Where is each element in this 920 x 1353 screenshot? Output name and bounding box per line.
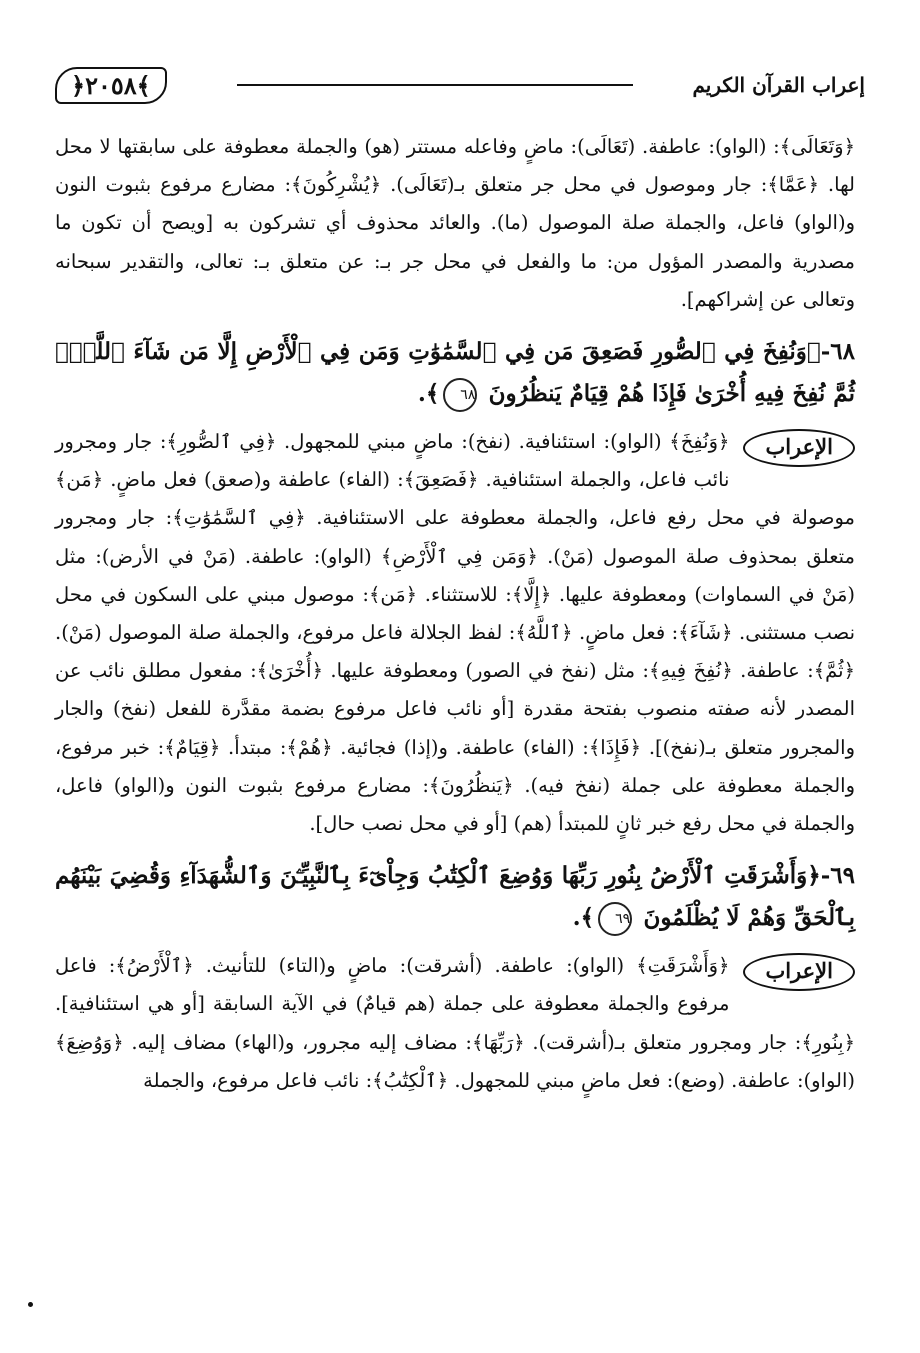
- book-title: إعراب القرآن الكريم: [692, 73, 865, 97]
- ayah-end-marker: ٦٨: [443, 378, 477, 412]
- verse-number: ٦٩-: [820, 862, 855, 890]
- irab-label: الإعراب: [743, 953, 855, 991]
- irab-paragraph: ﴿وَأَشْرَقَتِ﴾ (الواو): عاطفة. (أشرقت): ماضٍ و(التاء) للتأنيث. ﴿ٱلْأَرْضُ﴾: فاعل مرفوع والجملة معطوفة على جملة (هم قيامٌ) في الآية السابقة [أو هي استئنافية]. ﴿بِنُورِ﴾: جار ومجرور متعلق بـ(أشرقت). ﴿رَبِّهَا﴾: مضاف إليه مجرور، و(الهاء) مضاف إليه. ﴿وَوُضِعَ﴾ (الواو): عاطفة. (وضع): فعل ماضٍ مبني للمجهول. ﴿ٱلْكِتَٰبُ﴾: نائب فاعل مرفوع، والجملة: [55, 954, 855, 1092]
- header-rule: [237, 84, 633, 86]
- verse-number: ٦٨-: [820, 338, 855, 366]
- irab-label: الإعراب: [743, 429, 855, 467]
- verse-text: ﴿وَأَشْرَقَتِ ٱلْأَرْضُ بِنُورِ رَبِّهَا وَوُضِعَ ٱلْكِتَٰبُ وَجِاْىٓءَ بِٱلنَّبِيِّـۧنَ وَٱلشُّهَدَآءِ وَقُضِيَ بَيْنَهُم بِٱلْحَقِّ وَهُمْ لَا يُظْلَمُونَ: [55, 862, 855, 932]
- irab-section-69: [55, 947, 855, 1100]
- irab-paragraph: ﴿وَنُفِخَ﴾ (الواو): استئنافية. (نفخ): ماضٍ مبني للمجهول. ﴿فِي ٱلصُّورِ﴾: جار ومجرور نائب فاعل، والجملة استئنافية. ﴿فَصَعِقَ﴾: (الفاء) عاطفة و(صعق) فعل ماضٍ. ﴿مَن﴾ موصولة في محل رفع فاعل، والجملة معطوفة على الاستئنافية. ﴿فِي ٱلسَّمَٰوَٰتِ﴾: جار ومجرور متعلق بمحذوف صلة الموصول (مَنْ). ﴿وَمَن فِي ٱلْأَرْضِ﴾ (الواو): عاطفة. (مَنْ في الأرض): مثل (مَنْ في السماوات) ومعطوفة عليها. ﴿إِلَّا﴾: للاستثناء. ﴿مَن﴾: موصول مبني على السكون في محل نصب مستثنى. ﴿شَآءَ﴾: فعل ماضٍ. ﴿ٱللَّهُ﴾: لفظ الجلالة فاعل مرفوع، والجملة صلة الموصول (مَنْ). ﴿ثُمَّ﴾: عاطفة. ﴿نُفِخَ فِيهِ﴾: مثل (نفخ في الصور) ومعطوفة عليها. ﴿أُخْرَىٰ﴾: مفعول مطلق نائب عن المصدر لأنه صفته منصوب بفتحة مقدرة [أو نائب فاعل مرفوع بضمة مقدَّرة للفعل (نفخ) والجار والمجرور متعلق بـ(نفخ)]. ﴿فَإِذَا﴾: (الفاء) عاطفة. و(إذا) فجائية. ﴿هُمْ﴾: مبتدأ. ﴿قِيَامٌ﴾: خبر مرفوع، والجملة معطوفة على جملة (نفخ فيه). ﴿يَنظُرُونَ﴾: مضارع مرفوع بثبوت النون و(الواو) فاعل، والجملة في محل رفع خبر ثانٍ للمبتدأ (هم) [أو في محل نصب حال].: [55, 430, 855, 836]
- margin-dot: [28, 1302, 33, 1307]
- verse-text: ﴿وَنُفِخَ فِي ٱلصُّورِ فَصَعِقَ مَن فِي ٱلسَّمَٰوَٰتِ وَمَن فِي ٱلْأَرْضِ إِلَّا مَن شَآءَ ٱللَّهُۖ ثُمَّ نُفِخَ فِيهِ أُخْرَىٰ فَإِذَا هُمْ قِيَامٌ يَنظُرُونَ: [55, 338, 855, 408]
- ayah-end-marker: ٦٩: [598, 902, 632, 936]
- irab-section-68: [55, 423, 855, 843]
- verse-69: [55, 855, 855, 939]
- page-content: [55, 128, 855, 1100]
- page-header: [55, 60, 865, 110]
- verse-close: ﴾.: [572, 904, 595, 932]
- page-number: ﴿٢٠٥٨﴾: [55, 67, 167, 104]
- intro-paragraph: ﴿وَتَعَالَى﴾: (الواو): عاطفة. (تَعَالَى): ماضٍ وفاعله مستتر (هو) والجملة معطوفة على سابقتها لا محل لها. ﴿عَمَّا﴾: جار وموصول في محل جر متعلق بـ(تَعَالَى). ﴿يُشْرِكُونَ﴾: مضارع مرفوع بثبوت النون و(الواو) فاعل، والجملة صلة الموصول (ما). والعائد محذوف أي تشركون به [ويصح أن تكون ما مصدرية والمصدر المؤول من: ما والفعل في محل جر بـ: عن متعلق بـ: تعالى، والتقدير سبحانه وتعالى عن إشراكهم].: [55, 135, 855, 311]
- verse-close: ﴾.: [417, 380, 440, 408]
- verse-68: [55, 331, 855, 415]
